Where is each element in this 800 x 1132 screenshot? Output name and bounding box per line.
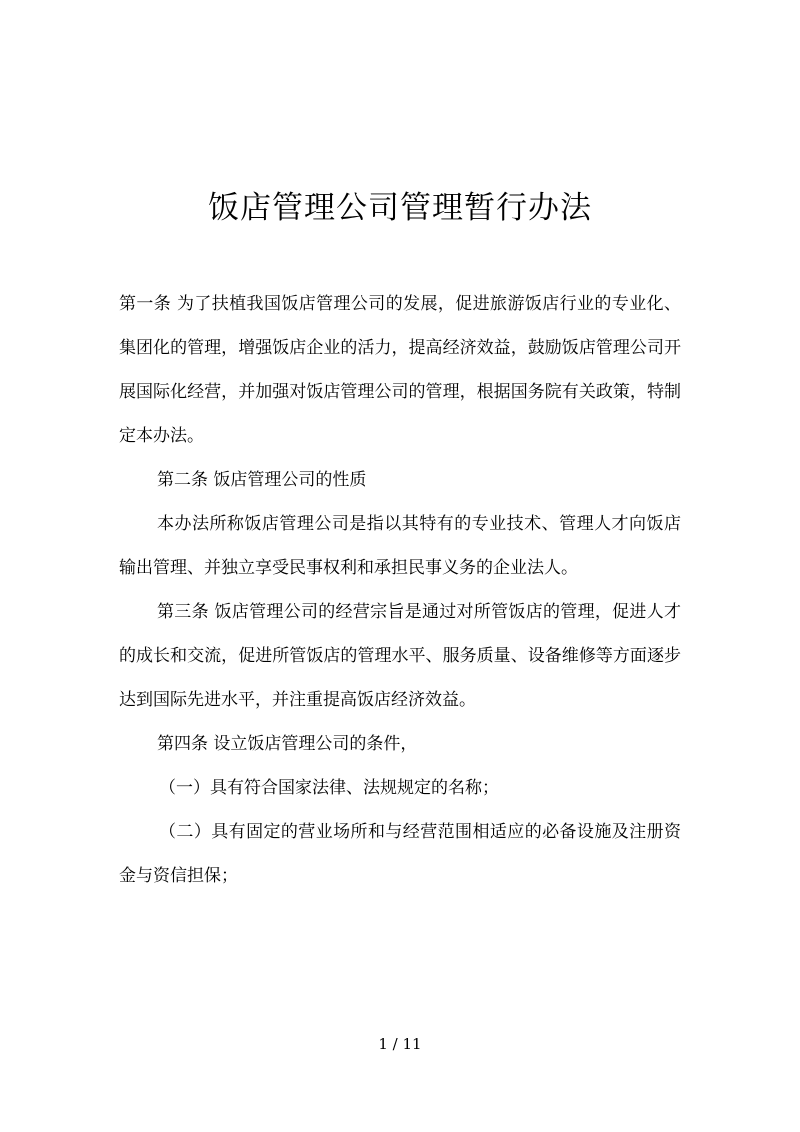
page-number: 1 / 11 <box>378 1035 422 1053</box>
article-1-paragraph: 第一条 为了扶植我国饭店管理公司的发展，促进旅游饭店行业的专业化、集团化的管理，增强饭店企业的活力，提高经济效益，鼓励饭店管理公司开展国际化经营，并加强对饭店管理公司的管理，根据国务院有关政策，特制定本办法。 <box>119 294 681 446</box>
document-title: 饭店管理公司管理暂行办法 <box>208 190 592 226</box>
article-2-heading: 第二条 饭店管理公司的性质 <box>157 470 367 490</box>
article-4-heading: 第四条 设立饭店管理公司的条件， <box>157 734 418 754</box>
article-4-item-1: （一）具有符合国家法律、法规规定的名称； <box>159 778 499 798</box>
document-body <box>119 282 681 898</box>
article-3-paragraph: 第三条 饭店管理公司的经营宗旨是通过对所管饭店的管理，促进人才的成长和交流，促进所管饭店的管理水平、服务质量、设备维修等方面逐步达到国际先进水平，并注重提高饭店经济效益。 <box>119 602 681 710</box>
article-2-paragraph: 本办法所称饭店管理公司是指以其特有的专业技术、管理人才向饭店输出管理、并独立享受民事权利和承担民事义务的企业法人。 <box>119 514 681 578</box>
article-4-item-2: （二）具有固定的营业场所和与经营范围相适应的必备设施及注册资金与资信担保； <box>119 822 681 886</box>
